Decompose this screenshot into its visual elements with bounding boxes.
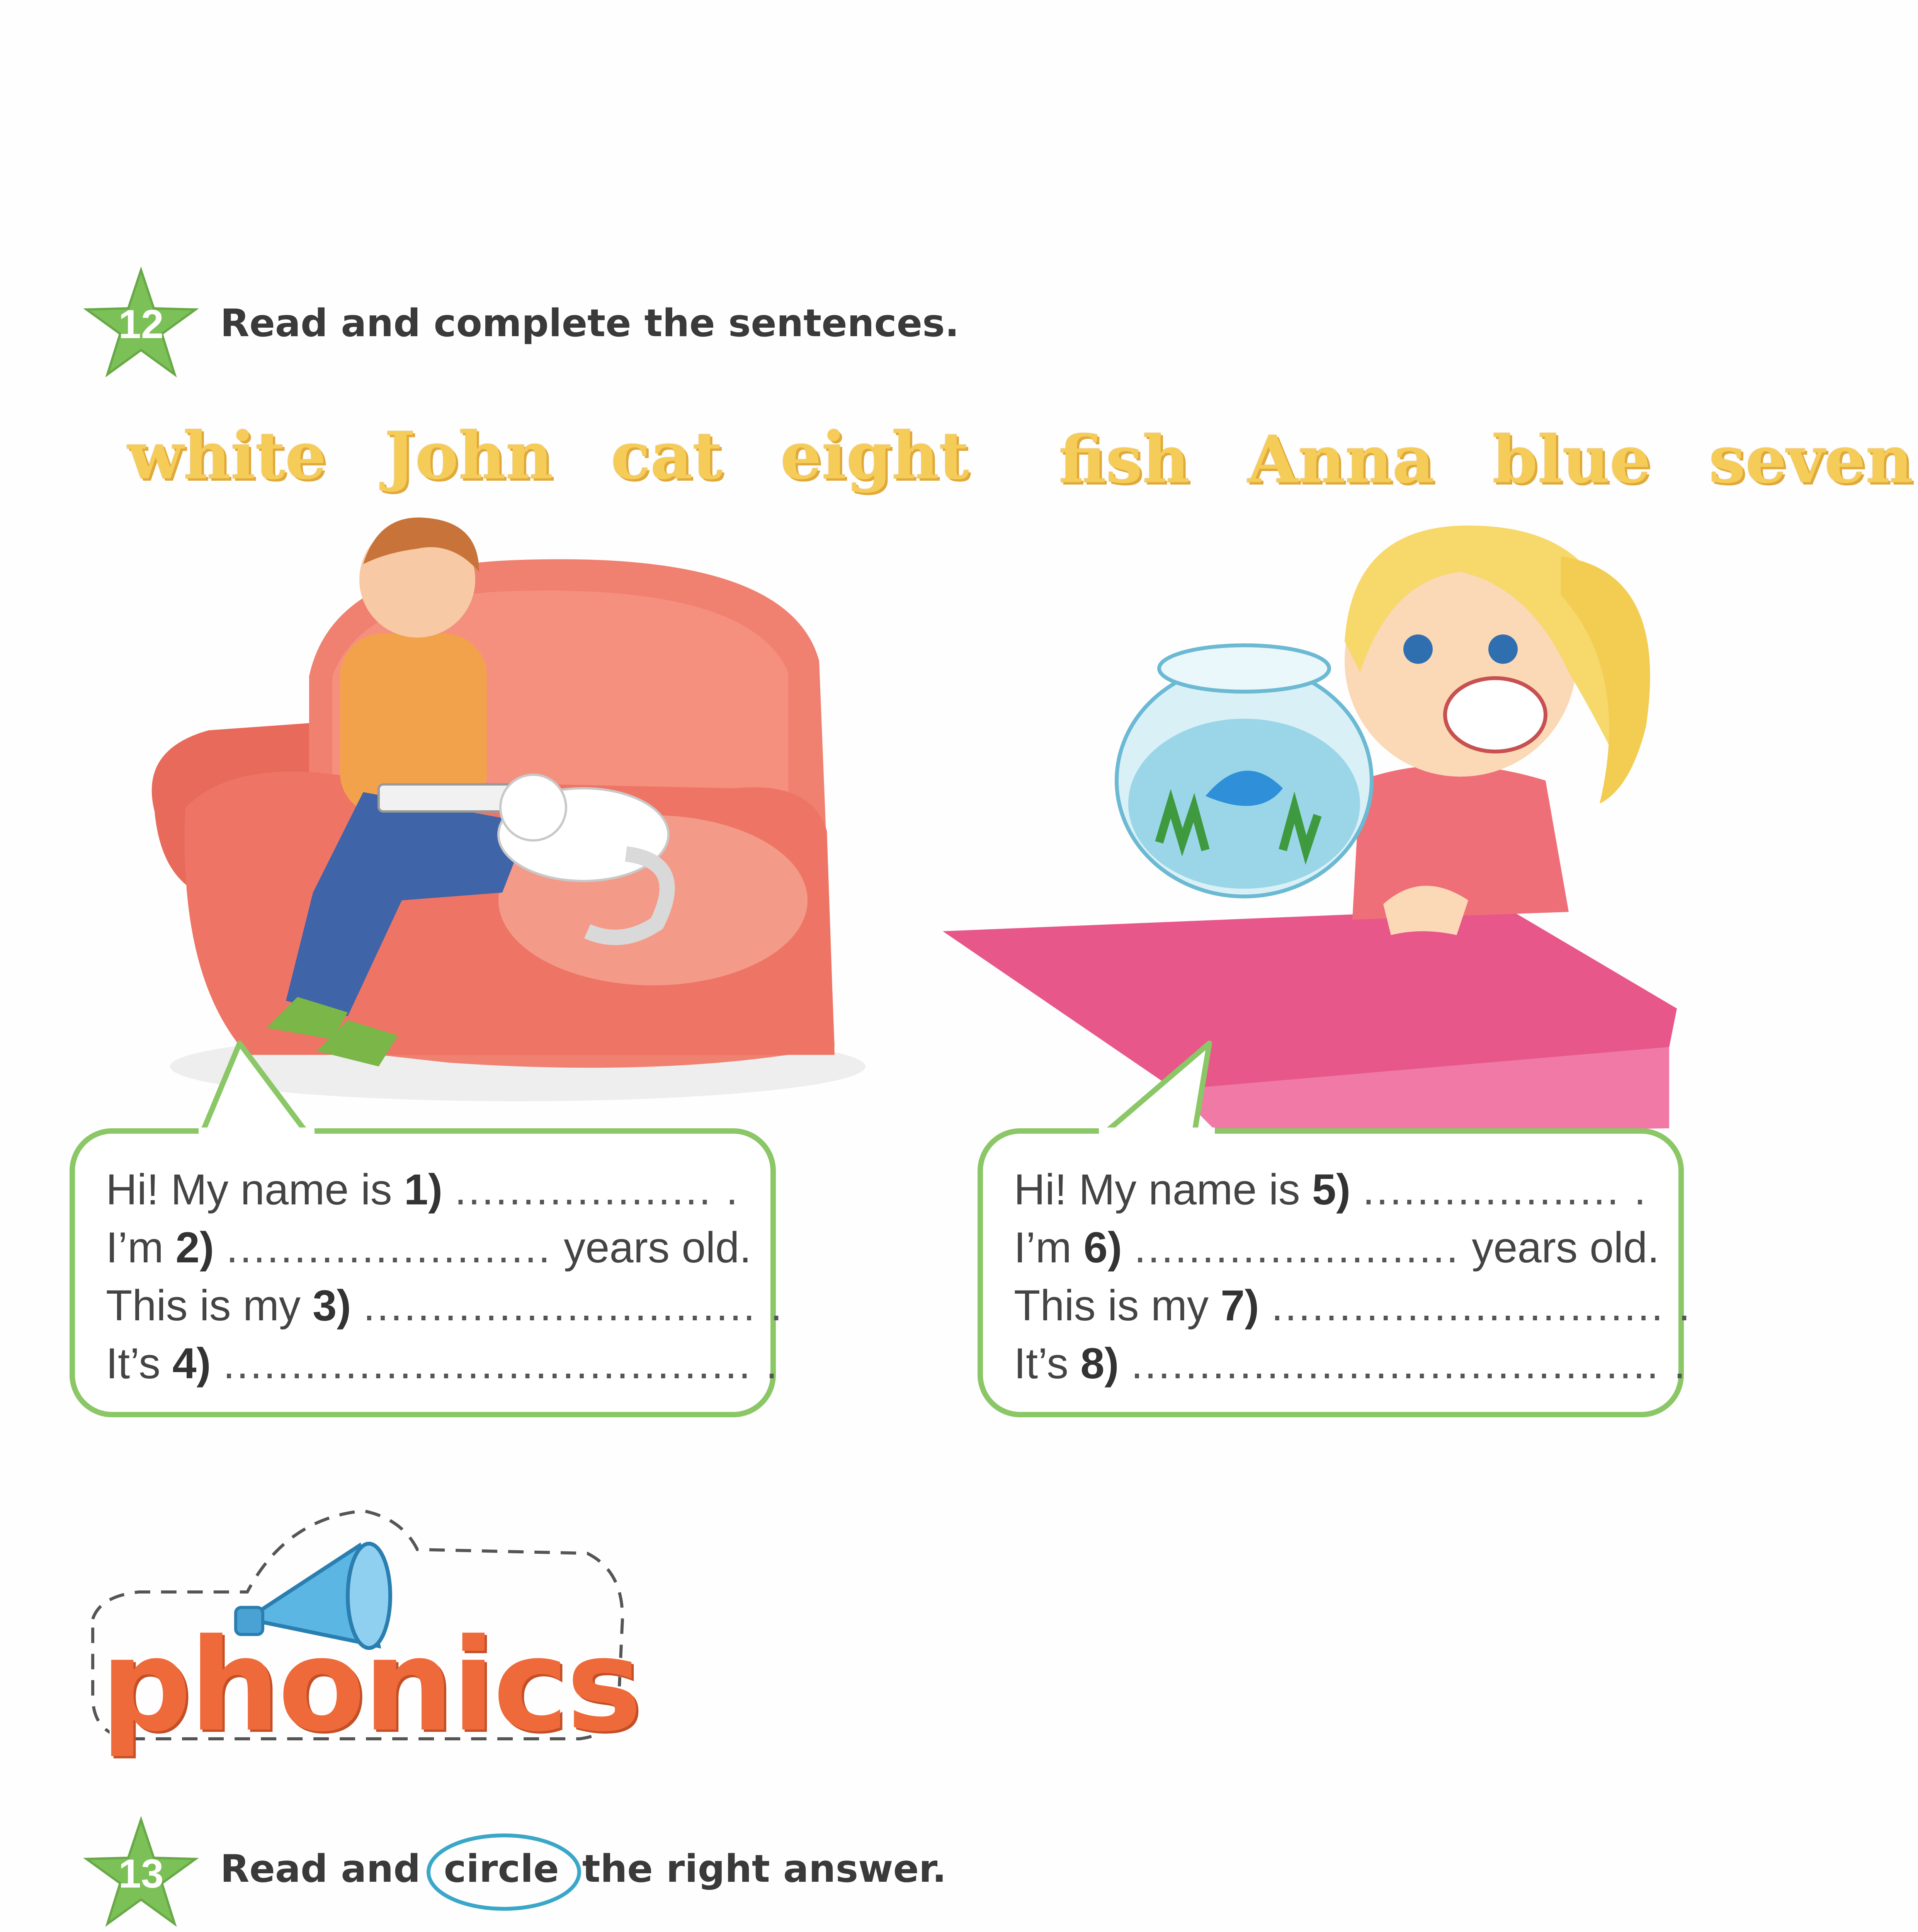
- bubble-line: I’m 2) ........................ years old.: [106, 1223, 752, 1272]
- bubble-line: I’m 6) ........................ years old.: [1014, 1223, 1660, 1272]
- bubble-line: It’s 8) ....................................... .: [1014, 1339, 1687, 1388]
- wordbank-word: seven: [1709, 421, 1913, 498]
- exercise-13-number: 13: [118, 1851, 164, 1896]
- bubble-line: This is my 3) ............................. .: [106, 1281, 784, 1330]
- wordbank-word: eight: [780, 417, 969, 494]
- phonics-title: phonics: [100, 1611, 640, 1760]
- bubble-line: This is my 7) ............................. .: [1014, 1281, 1692, 1330]
- wordbank-word: cat: [610, 417, 723, 494]
- bubble-line: It’s 4) ....................................... .: [106, 1339, 779, 1388]
- wordbank-left: [128, 417, 1027, 494]
- bubble-line: Hi! My name is 1) ................... .: [106, 1165, 740, 1214]
- wordbank-word: white: [128, 417, 327, 494]
- exercise-13-instruction: [220, 1847, 947, 1891]
- bubble-left-tail-cover: [199, 1120, 315, 1139]
- exercise-13-star-icon: [83, 1816, 199, 1932]
- exercise-12-star-icon: [83, 267, 199, 383]
- wordbank-word: fish: [1059, 421, 1190, 498]
- bubble-line: Hi! My name is 5) ................... .: [1014, 1165, 1648, 1214]
- speech-bubble-right: [978, 1128, 1692, 1417]
- wordbank-word: Anna: [1247, 421, 1435, 498]
- girl-fishbowl-illustration: [943, 510, 1716, 1136]
- exercise-12-number: 12: [118, 302, 164, 347]
- phonics-header: [85, 1495, 641, 1774]
- instruction-part: Read and: [220, 1847, 421, 1891]
- wordbank-right: [1059, 421, 1918, 498]
- wordbank-word: blue: [1492, 421, 1651, 498]
- exercise-12-instruction: Read and complete the sentences.: [220, 301, 959, 345]
- speech-bubble-left: [70, 1128, 784, 1417]
- circle-mark-icon: [425, 1832, 583, 1913]
- circled-word: circle: [436, 1847, 567, 1891]
- instruction-part: the right answer.: [582, 1847, 947, 1891]
- bubble-right-tail-cover: [1099, 1120, 1215, 1139]
- wordbank-word: John: [384, 417, 553, 494]
